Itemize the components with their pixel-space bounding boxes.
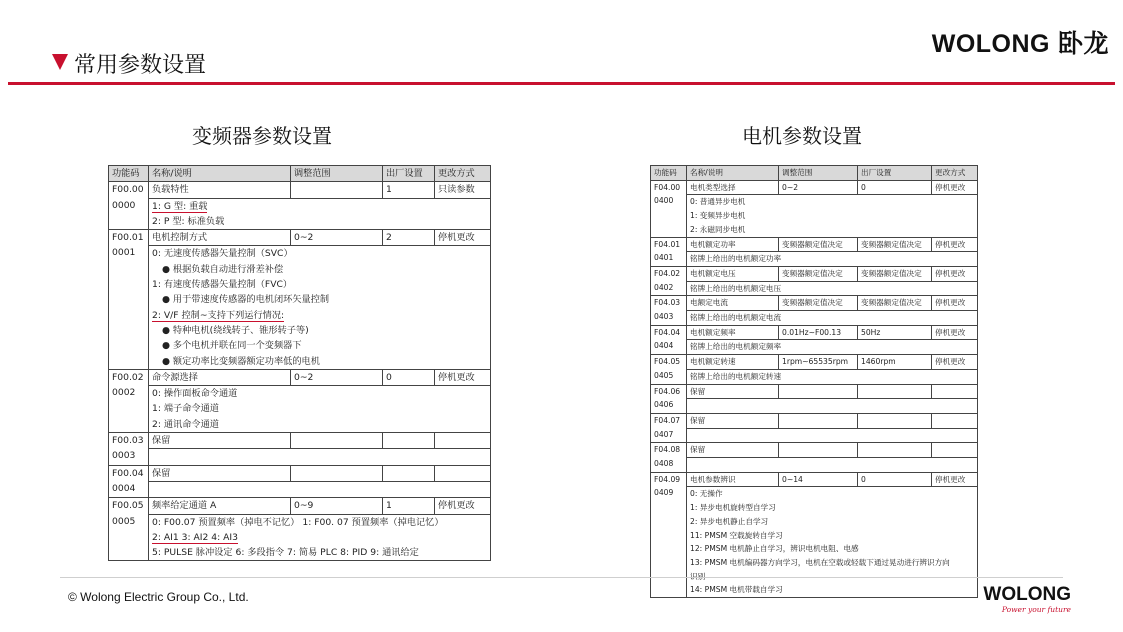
param-name: 电机参数辨识 — [687, 472, 779, 487]
param-default — [858, 443, 932, 458]
copyright-text: © Wolong Electric Group Co., Ltd. — [68, 590, 249, 604]
param-code-hex: 0401 — [654, 253, 674, 263]
param-range — [779, 384, 858, 399]
column-header: 功能码 — [651, 166, 687, 181]
param-name: 负载特性 — [149, 182, 291, 198]
param-desc-row — [651, 458, 978, 473]
param-code-cell — [651, 355, 687, 384]
desc-text: 0: 普通异步电机 — [690, 197, 746, 207]
param-change-mode: 停机更改 — [932, 296, 978, 311]
param-code: F04.04 — [654, 327, 681, 337]
param-name: 电机额定频率 — [687, 325, 779, 340]
desc-text: 0: 无速度传感器矢量控制（SVC） — [152, 248, 293, 260]
param-change-mode: 停机更改 — [932, 325, 978, 340]
param-change-mode: 停机更改 — [435, 230, 491, 246]
desc-line — [690, 195, 974, 209]
param-row — [651, 472, 978, 487]
param-desc-row — [109, 514, 491, 561]
desc-text: 铭牌上给出的电机额定功率 — [690, 254, 782, 264]
param-code-hex: 0407 — [654, 429, 674, 439]
param-row — [651, 384, 978, 399]
param-description — [149, 449, 491, 465]
inverter-param-table — [108, 165, 491, 561]
param-default: 变频器额定值决定 — [858, 237, 932, 252]
param-desc-row — [651, 369, 978, 384]
param-range: 0~14 — [779, 472, 858, 487]
param-change-mode — [435, 433, 491, 449]
param-row — [651, 296, 978, 311]
column-header: 名称/说明 — [149, 166, 291, 182]
column-header: 更改方式 — [435, 166, 491, 182]
param-code-cell — [109, 182, 149, 230]
desc-text: 铭牌上给出的电机额定电流 — [690, 313, 782, 323]
param-name: 电机额定功率 — [687, 237, 779, 252]
desc-line — [152, 545, 487, 560]
column-header: 名称/说明 — [687, 166, 779, 181]
param-name: 电额定电流 — [687, 296, 779, 311]
param-change-mode: 停机更改 — [932, 237, 978, 252]
desc-line — [152, 354, 487, 369]
param-desc-row — [651, 195, 978, 237]
desc-line — [690, 501, 974, 515]
param-description — [687, 458, 978, 473]
param-code-cell — [651, 266, 687, 295]
param-code: F04.08 — [654, 445, 681, 455]
param-code-hex: 0408 — [654, 459, 674, 469]
desc-text: 1: 异步电机旋转型自学习 — [690, 503, 776, 513]
param-row — [109, 465, 491, 481]
param-change-mode: 停机更改 — [932, 472, 978, 487]
header-divider — [8, 82, 1115, 85]
param-code-hex: 0405 — [654, 370, 674, 380]
desc-text: 14: PMSM 电机带载自学习 — [690, 585, 783, 595]
param-name: 命令源选择 — [149, 369, 291, 385]
param-code-hex: 0409 — [654, 488, 674, 498]
param-code: F00.04 — [112, 467, 144, 479]
param-code-cell — [109, 498, 149, 561]
param-code-hex: 0005 — [112, 515, 136, 527]
desc-text: 11: PMSM 空载旋转自学习 — [690, 530, 783, 540]
param-range — [291, 465, 383, 481]
param-code-hex: 0001 — [112, 247, 136, 259]
desc-line — [152, 246, 487, 261]
param-code: F04.00 — [654, 182, 681, 192]
param-code-cell — [109, 433, 149, 466]
desc-text: 铭牌上给出的电机额定频率 — [690, 342, 782, 352]
desc-text: 铭牌上给出的电机额定电压 — [690, 283, 782, 293]
param-default — [858, 413, 932, 428]
param-description — [687, 195, 978, 237]
column-header: 出厂设置 — [383, 166, 435, 182]
param-row — [109, 182, 491, 198]
desc-line — [152, 292, 487, 307]
param-default — [383, 433, 435, 449]
desc-text: 1: 有速度传感器矢量控制（FVC） — [152, 279, 293, 291]
param-code-cell — [109, 230, 149, 370]
param-range: 0.01Hz~F00.13 — [779, 325, 858, 340]
param-name: 保留 — [149, 433, 291, 449]
param-description — [687, 311, 978, 326]
slide-title-block — [52, 48, 206, 79]
param-row — [651, 180, 978, 195]
param-range: 变频器额定值决定 — [779, 266, 858, 281]
desc-line — [690, 311, 974, 325]
footer-divider — [60, 577, 1063, 578]
desc-line — [690, 370, 974, 384]
desc-text: 2: 异步电机静止自学习 — [690, 516, 769, 526]
param-desc-row — [109, 481, 491, 497]
param-desc-row — [651, 281, 978, 296]
param-code: F00.02 — [112, 371, 144, 383]
title-marker-icon — [52, 54, 68, 70]
desc-text: ● 用于带速度传感器的电机闭环矢量控制 — [162, 294, 330, 306]
footer-slogan: Power your future — [1001, 605, 1071, 614]
desc-line — [690, 542, 974, 556]
param-desc-row — [109, 246, 491, 369]
param-row — [651, 325, 978, 340]
param-range: 变频器额定值决定 — [779, 237, 858, 252]
param-name: 电机控制方式 — [149, 230, 291, 246]
param-row — [651, 266, 978, 281]
desc-text: 0: F00.07 预置频率（掉电不记忆） 1: F00. 07 预置频率（掉电记忆） — [152, 516, 444, 528]
param-code: F00.01 — [112, 232, 144, 244]
param-code: F04.09 — [654, 474, 681, 484]
desc-line — [690, 282, 974, 296]
desc-line — [152, 515, 487, 530]
param-code: F04.01 — [654, 239, 681, 249]
desc-text: 2: V/F 控制~支持下列运行情况: — [152, 309, 285, 321]
param-code-hex: 0402 — [654, 282, 674, 292]
desc-line — [152, 338, 487, 353]
param-change-mode — [932, 443, 978, 458]
desc-text: 1: 变频异步电机 — [690, 211, 746, 221]
desc-line — [152, 401, 487, 416]
desc-line — [690, 515, 974, 529]
desc-text: 2: AI1 3: AI2 4: AI3 — [152, 531, 238, 543]
column-header: 功能码 — [109, 166, 149, 182]
param-code-hex: 0404 — [654, 341, 674, 351]
param-default: 变频器额定值决定 — [858, 296, 932, 311]
param-code-cell — [651, 325, 687, 354]
param-row — [109, 498, 491, 514]
desc-text: ● 多个电机并联在同一个变频器下 — [162, 340, 302, 352]
param-desc-row — [651, 340, 978, 355]
param-change-mode — [435, 465, 491, 481]
left-section-title: 变频器参数设置 — [192, 124, 332, 148]
param-description — [149, 198, 491, 230]
column-header: 调整范围 — [291, 166, 383, 182]
param-range — [291, 182, 383, 198]
desc-text: 0: 操作面板命令通道 — [152, 388, 238, 400]
param-name: 保留 — [687, 413, 779, 428]
param-row — [651, 237, 978, 252]
param-default: 0 — [858, 180, 932, 195]
param-desc-row — [651, 311, 978, 326]
param-code: F04.02 — [654, 268, 681, 278]
desc-text: ● 特种电机(绕线转子、锥形转子等) — [162, 324, 309, 336]
param-default — [858, 384, 932, 399]
param-desc-row — [109, 386, 491, 433]
desc-line — [152, 214, 487, 229]
param-code-hex: 0002 — [112, 387, 136, 399]
param-code-cell — [651, 384, 687, 413]
param-change-mode: 停机更改 — [932, 266, 978, 281]
param-change-mode — [932, 413, 978, 428]
param-range — [291, 433, 383, 449]
param-range: 1rpm~65535rpm — [779, 355, 858, 370]
param-desc-row — [651, 399, 978, 414]
column-header: 出厂设置 — [858, 166, 932, 181]
param-row — [109, 369, 491, 385]
param-desc-row — [651, 428, 978, 443]
column-header: 调整范围 — [779, 166, 858, 181]
desc-text: 0: 无操作 — [690, 489, 723, 499]
param-name: 频率给定通道 A — [149, 498, 291, 514]
param-change-mode: 停机更改 — [435, 369, 491, 385]
desc-line — [690, 223, 974, 237]
param-code: F04.06 — [654, 386, 681, 396]
param-name: 电机类型选择 — [687, 180, 779, 195]
desc-line — [152, 308, 487, 323]
desc-text: 1: G 型: 重载 — [152, 200, 208, 212]
param-description — [149, 514, 491, 561]
desc-text: 2: 永磁同步电机 — [690, 224, 746, 234]
param-code: F00.05 — [112, 500, 144, 512]
param-code-hex: 0406 — [654, 400, 674, 410]
param-code-cell — [109, 465, 149, 498]
param-range: 0~9 — [291, 498, 383, 514]
param-code-hex: 0004 — [112, 482, 136, 494]
param-code-cell — [651, 296, 687, 325]
param-code: F00.03 — [112, 435, 144, 447]
param-code-hex: 0003 — [112, 450, 136, 462]
desc-line — [152, 199, 487, 214]
param-default: 50Hz — [858, 325, 932, 340]
desc-line — [690, 556, 974, 570]
param-default: 1460rpm — [858, 355, 932, 370]
param-code-hex: 0403 — [654, 312, 674, 322]
param-default: 变频器额定值决定 — [858, 266, 932, 281]
desc-line — [690, 209, 974, 223]
param-change-mode: 停机更改 — [932, 355, 978, 370]
param-row — [651, 355, 978, 370]
param-code-cell — [651, 413, 687, 442]
desc-line — [152, 262, 487, 277]
desc-text: 2: P 型: 标准负载 — [152, 215, 225, 227]
param-desc-row — [651, 487, 978, 598]
param-description — [149, 246, 491, 369]
footer-brand-name: WOLONG — [983, 584, 1071, 605]
param-default: 1 — [383, 182, 435, 198]
param-description — [687, 369, 978, 384]
param-code: F04.03 — [654, 298, 681, 308]
param-desc-row — [109, 449, 491, 465]
param-description — [687, 252, 978, 267]
param-range — [779, 443, 858, 458]
param-row — [109, 433, 491, 449]
param-row — [651, 443, 978, 458]
param-row — [651, 413, 978, 428]
param-code-cell — [651, 237, 687, 266]
motor-param-table — [650, 165, 978, 598]
param-range: 0~2 — [291, 230, 383, 246]
desc-line — [152, 417, 487, 432]
param-code: F04.07 — [654, 415, 681, 425]
desc-line — [152, 277, 487, 292]
param-code: F04.05 — [654, 357, 681, 367]
param-default: 0 — [858, 472, 932, 487]
brand-name-cn: 卧龙 — [1057, 30, 1109, 58]
desc-text: ● 额定功率比变频器额定功率低的电机 — [162, 355, 320, 367]
param-code-cell — [651, 443, 687, 472]
desc-text: ● 根据负载自动进行滑差补偿 — [162, 263, 284, 275]
desc-text: 铭牌上给出的电机额定转速 — [690, 371, 782, 381]
desc-line — [690, 583, 974, 597]
param-description — [687, 487, 978, 598]
param-range: 0~2 — [779, 180, 858, 195]
right-section-title: 电机参数设置 — [742, 124, 862, 148]
desc-line — [152, 386, 487, 401]
desc-text: 1: 端子命令通道 — [152, 403, 219, 415]
param-code-hex: 0000 — [112, 199, 136, 211]
param-name: 保留 — [687, 384, 779, 399]
param-default: 0 — [383, 369, 435, 385]
param-change-mode: 停机更改 — [435, 498, 491, 514]
param-default — [383, 465, 435, 481]
param-range: 变频器额定值决定 — [779, 296, 858, 311]
brand-logo-bottom — [983, 585, 1071, 614]
param-range: 0~2 — [291, 369, 383, 385]
desc-text: 13: PMSM 电机编码器方向学习，电机在空载或轻载下通过晃动进行辨识方向 — [690, 557, 950, 567]
desc-text: 2: 通讯命令通道 — [152, 418, 219, 430]
param-description — [687, 428, 978, 443]
param-description — [687, 281, 978, 296]
param-code-cell — [651, 472, 687, 597]
param-default: 2 — [383, 230, 435, 246]
param-code-cell — [109, 369, 149, 432]
param-name: 保留 — [687, 443, 779, 458]
param-code-hex: 0400 — [654, 196, 674, 206]
desc-line — [690, 340, 974, 354]
param-name: 电机额定转速 — [687, 355, 779, 370]
desc-line — [690, 252, 974, 266]
param-change-mode — [932, 384, 978, 399]
desc-text: 12: PMSM 电机静止自学习，辨识电机电阻、电感 — [690, 544, 859, 554]
param-change-mode: 只读参数 — [435, 182, 491, 198]
param-change-mode: 停机更改 — [932, 180, 978, 195]
param-description — [149, 386, 491, 433]
brand-name: WOLONG — [931, 30, 1050, 58]
param-row — [109, 230, 491, 246]
slide-title: 常用参数设置 — [74, 53, 207, 78]
desc-line — [690, 487, 974, 501]
param-range — [779, 413, 858, 428]
desc-line — [690, 529, 974, 543]
param-desc-row — [651, 252, 978, 267]
param-code: F00.00 — [112, 184, 144, 196]
desc-text: 5: PULSE 脉冲设定 6: 多段指令 7: 简易 PLC 8: PID 9: 通讯给定 — [152, 547, 419, 559]
param-description — [687, 340, 978, 355]
desc-line — [152, 530, 487, 545]
desc-line — [152, 323, 487, 338]
param-description — [687, 399, 978, 414]
param-description — [149, 481, 491, 497]
param-default: 1 — [383, 498, 435, 514]
column-header: 更改方式 — [932, 166, 978, 181]
param-desc-row — [109, 198, 491, 230]
param-code-cell — [651, 180, 687, 237]
param-name: 电机额定电压 — [687, 266, 779, 281]
param-name: 保留 — [149, 465, 291, 481]
brand-logo-top — [932, 24, 1109, 60]
